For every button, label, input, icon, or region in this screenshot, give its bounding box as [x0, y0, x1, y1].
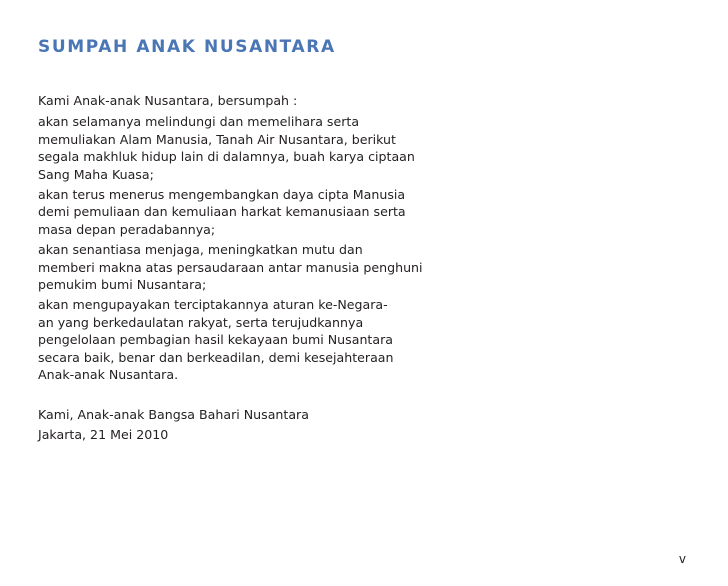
oath-pledge-3: akan senantiasa menjaga, meningkatkan mutu dan memberi makna atas persaudaraan antar manusia penghuni pemukim bumi Nusantara;: [38, 242, 423, 293]
oath-pledge-2: akan terus menerus mengembangkan daya cipta Manusia demi pemuliaan dan kemuliaan harkat kemanusiaan serta masa depan peradabannya;: [38, 187, 406, 237]
oath-place-date: Jakarta, 21 Mei 2010: [38, 426, 169, 442]
page-title: SUMPAH ANAK NUSANTARA: [38, 37, 336, 57]
oath-intro: Kami Anak-anak Nusantara, bersumpah :: [38, 93, 298, 108]
oath-signature: Kami, Anak-anak Bangsa Bahari Nusantara: [38, 406, 309, 422]
oath-body: [38, 92, 458, 446]
oath-pledge-1: akan selamanya melindungi dan memelihara serta memuliakan Alam Manusia, Tanah Air Nusantara, berikut segala makhluk hidup lain di dalamnya, buah karya ciptaan Sang Maha Kuasa;: [38, 114, 415, 182]
oath-pledge-4: akan mengupayakan terciptakannya aturan ke-Negara- an yang berkedaulatan rakyat, serta terujudkannya pengelolaan pembagian hasil kekayaan bumi Nusantara secara baik, benar dan berkeadilan, demi kesejahteraan Anak-anak Nusantara.: [38, 297, 394, 383]
page-number: v: [678, 552, 686, 566]
